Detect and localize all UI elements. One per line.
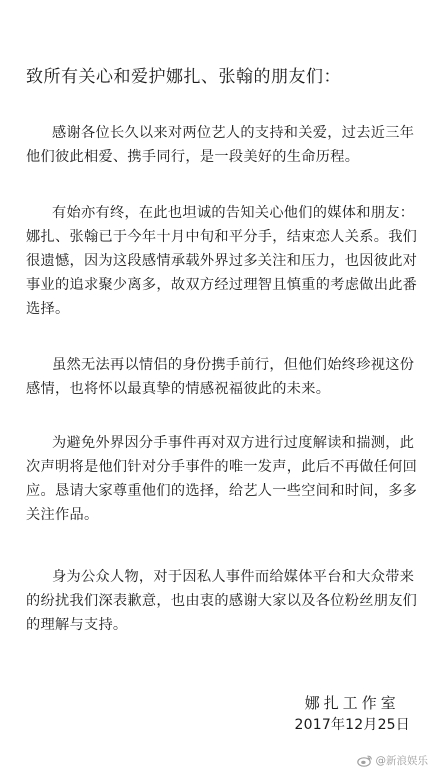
- text-line: 有始亦有终，在此也坦诚的告知关心他们的媒体和朋友：: [52, 205, 415, 221]
- signature-block: [295, 692, 410, 736]
- paragraph-5: [26, 565, 420, 637]
- text-line: 为避免外界因分手事件再对双方进行过度解读和揣测，此: [52, 435, 415, 451]
- text-line: 关注作品。: [26, 507, 99, 523]
- watermark: [357, 753, 429, 768]
- text-line: 娜扎、张翰已于今年十月中旬和平分手，结束恋人关系。我们: [26, 229, 418, 245]
- text-line: 很遗憾，因为这段感情承载外界过多关注和压力，也因彼此对: [26, 253, 418, 269]
- weibo-logo-icon: [357, 754, 373, 767]
- paragraph-4: [26, 431, 420, 527]
- text-line: 的纷扰我们深表歉意，也由衷的感谢大家以及各位粉丝朋友们: [26, 593, 418, 609]
- document-title: 致所有关心和爱护娜扎、张翰的朋友们：: [26, 67, 341, 87]
- text-line: 的理解与支持。: [26, 617, 128, 633]
- text-line: 事业的追求聚少离多，故双方经过理智且慎重的考虑做出此番: [26, 277, 418, 293]
- text-line: 感情，也将怀以最真挚的情感祝福彼此的未来。: [26, 381, 331, 397]
- paragraph-2: [26, 201, 420, 321]
- signature-studio: 娜扎工作室: [304, 694, 400, 712]
- signature-date: 2017年12月25日: [294, 717, 410, 733]
- text-line: 次声明将是他们针对分手事件的唯一发声，此后不再做任何回: [26, 459, 418, 475]
- text-line: 应。恳请大家尊重他们的选择，给艺人一些空间和时间，多多: [26, 483, 418, 499]
- text-line: 感谢各位长久以来对两位艺人的支持和关爱，过去近三年: [52, 125, 415, 141]
- text-line: 身为公众人物，对于因私人事件而给媒体平台和大众带来: [52, 569, 415, 585]
- text-line: 虽然无法再以情侣的身份携手前行，但他们始终珍视这份: [52, 357, 415, 373]
- paragraph-3: [26, 353, 420, 401]
- watermark-text: @新浪娱乐: [375, 755, 428, 767]
- text-line: 他们彼此相爱、携手同行，是一段美好的生命历程。: [26, 149, 360, 165]
- text-line: 选择。: [26, 301, 70, 317]
- paragraph-1: [26, 121, 420, 169]
